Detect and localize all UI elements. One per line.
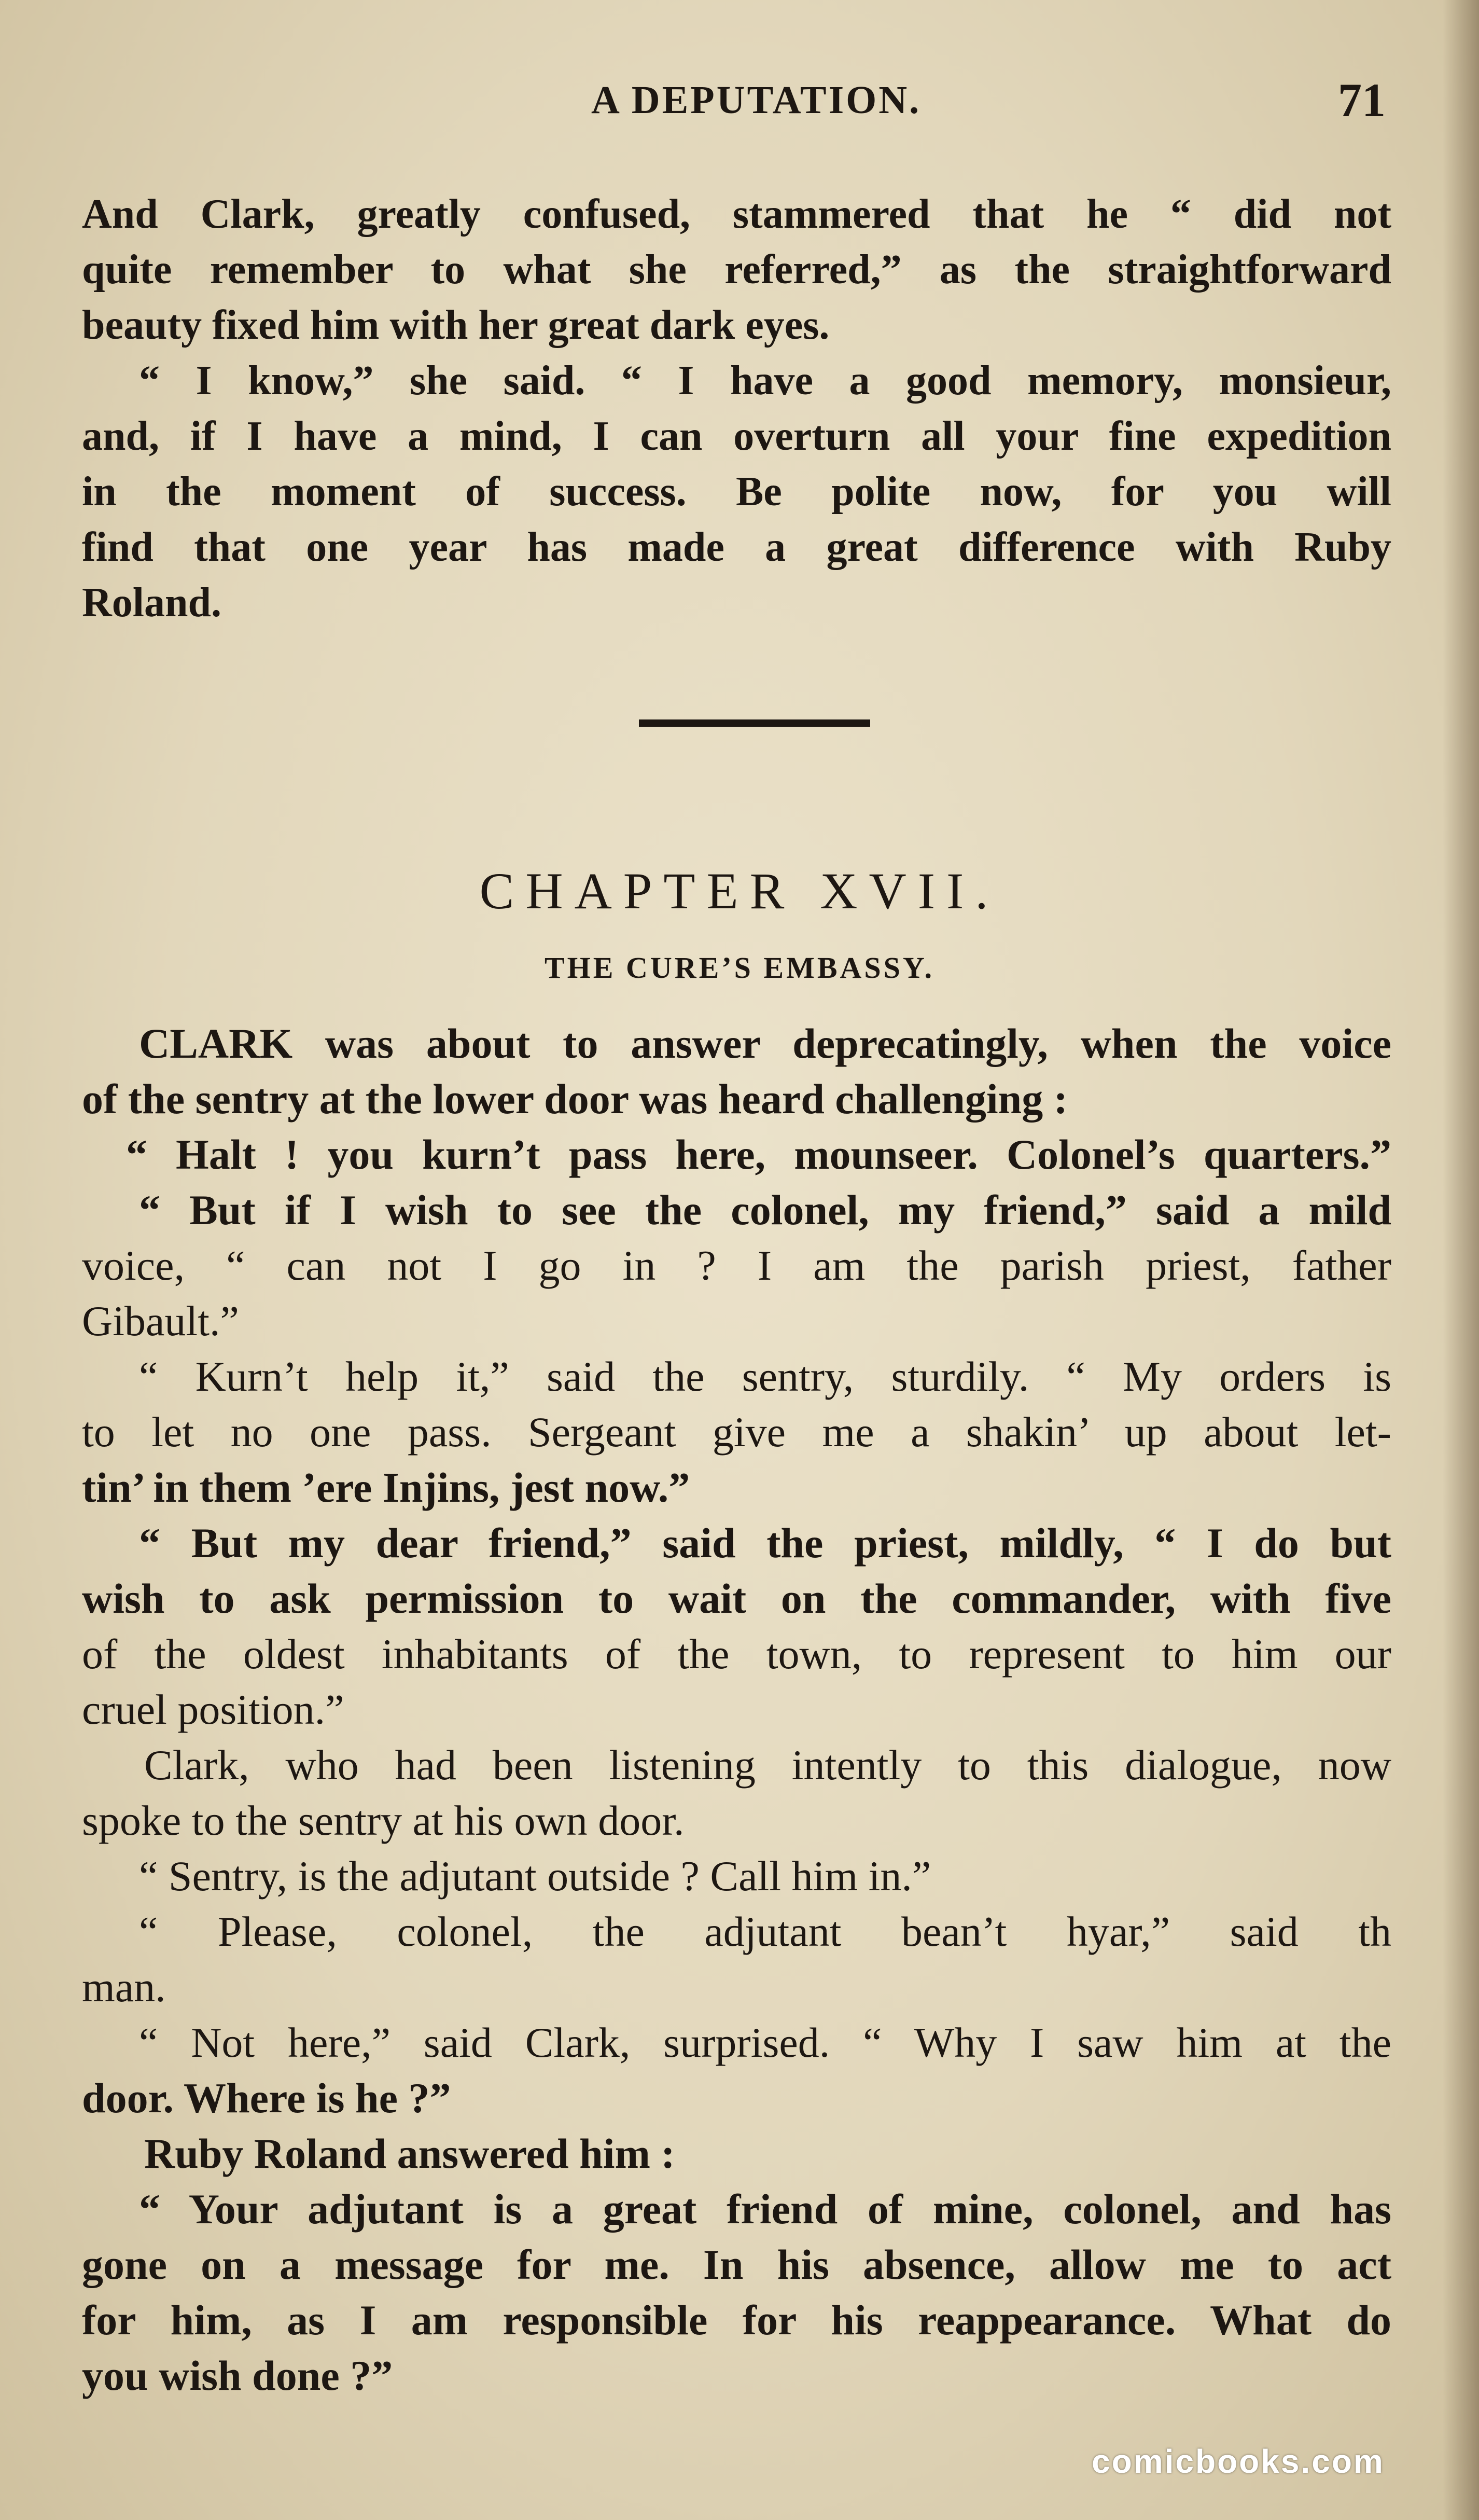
text-line: “ Halt ! you kurn’t pass here, mounseer. Colonel’s quarters.” bbox=[126, 1131, 1391, 1178]
text-line: Ruby Roland answered him : bbox=[144, 2130, 675, 2177]
page-edge-shadow bbox=[1443, 0, 1479, 2520]
text-line: tin’ in them ’ere Injins, jest now.” bbox=[82, 1464, 690, 1511]
text-line: of the oldest inhabitants of the town, to represent to him our bbox=[82, 1630, 1391, 1678]
text-line: And Clark, greatly confused, stammered that he “ did not bbox=[82, 191, 1391, 237]
chapter-title: CHAPTER XVII. bbox=[479, 862, 1000, 920]
text-line: “ But if I wish to see the colonel, my friend,” said a mild bbox=[139, 1186, 1391, 1234]
text-line: “ Your adjutant is a great friend of mine, colonel, and has bbox=[139, 2185, 1391, 2233]
text-line: “ But my dear friend,” said the priest, mildly, “ I do but bbox=[139, 1519, 1391, 1567]
text-line: “ Kurn’t help it,” said the sentry, sturdily. “ My orders is bbox=[139, 1353, 1391, 1400]
text-line: voice, “ can not I go in ? I am the parish priest, father bbox=[82, 1242, 1391, 1289]
text-line: of the sentry at the lower door was heard challenging : bbox=[82, 1075, 1068, 1123]
text-line: Gibault.” bbox=[82, 1297, 239, 1345]
text-line: and, if I have a mind, I can overturn all your fine expedition bbox=[82, 413, 1391, 459]
running-head: A DEPUTATION. bbox=[591, 78, 922, 122]
text-line: quite remember to what she referred,” as the straightforward bbox=[82, 247, 1391, 293]
text-line: you wish done ?” bbox=[82, 2352, 393, 2399]
text-line: gone on a message for me. In his absence, allow me to act bbox=[82, 2241, 1391, 2288]
text-line: CLARK was about to answer deprecatingly, when the voice bbox=[139, 1020, 1391, 1067]
text-line: beauty fixed him with her great dark eyes. bbox=[82, 302, 830, 348]
text-line: “ Sentry, is the adjutant outside ? Call him in.” bbox=[139, 1852, 931, 1900]
section-divider bbox=[639, 719, 870, 727]
text-line: spoke to the sentry at his own door. bbox=[82, 1797, 685, 1844]
text-line: Roland. bbox=[82, 580, 221, 626]
text-line: Clark, who had been listening intently to this dialogue, now bbox=[144, 1741, 1391, 1789]
text-line: “ I know,” she said. “ I have a good memory, monsieur, bbox=[139, 358, 1391, 404]
text-line: wish to ask permission to wait on the commander, with five bbox=[82, 1575, 1391, 1622]
text-line: “ Not here,” said Clark, surprised. “ Why I saw him at the bbox=[139, 2019, 1391, 2066]
text-line: for him, as I am responsible for his reappearance. What do bbox=[82, 2296, 1391, 2344]
preceding-text-block bbox=[82, 187, 1391, 631]
text-line: cruel position.” bbox=[82, 1686, 344, 1733]
text-line: find that one year has made a great difference with Ruby bbox=[82, 524, 1391, 570]
page-number: 71 bbox=[1338, 74, 1386, 127]
watermark-text: comicbooks.com bbox=[1092, 2443, 1385, 2480]
text-line: in the moment of success. Be polite now, for you will bbox=[82, 469, 1391, 515]
text-line: man. bbox=[82, 1963, 166, 2011]
chapter-subtitle: THE CURE’S EMBASSY. bbox=[545, 951, 934, 985]
chapter-body bbox=[82, 1016, 1391, 2403]
text-line: to let no one pass. Sergeant give me a shakin’ up about let- bbox=[82, 1408, 1391, 1456]
text-line: “ Please, colonel, the adjutant bean’t hyar,” said th bbox=[139, 1908, 1391, 1955]
text-line: door. Where is he ?” bbox=[82, 2074, 451, 2122]
